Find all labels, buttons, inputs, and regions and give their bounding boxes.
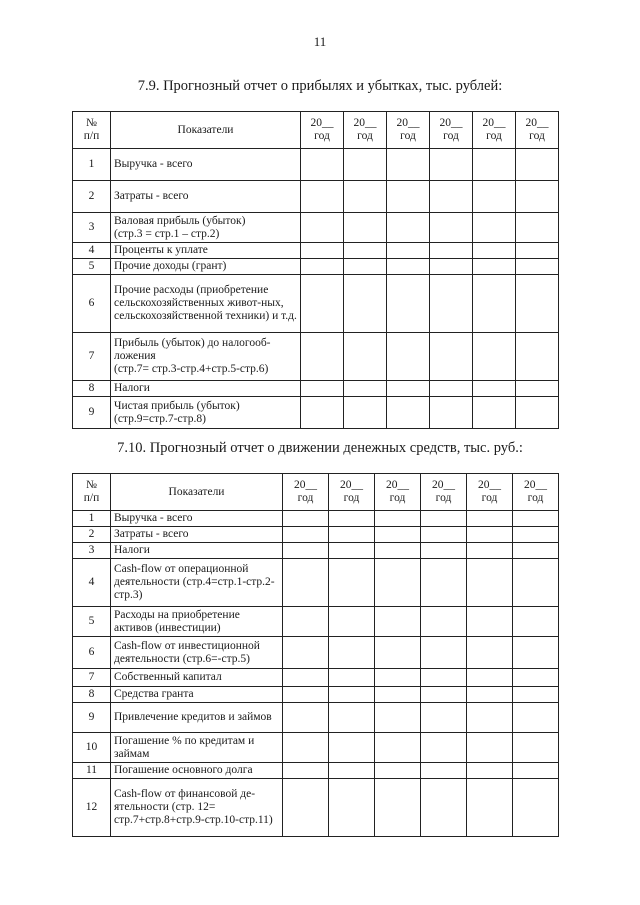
year-placeholder: 20__ (525, 117, 549, 129)
value-cell[interactable] (375, 637, 421, 669)
value-cell[interactable] (467, 687, 513, 703)
header-year-1 (301, 112, 344, 149)
row-indicator: Затраты - всего (111, 181, 301, 213)
value-cell[interactable] (283, 733, 329, 763)
table-row (73, 543, 559, 559)
table-header-row (73, 474, 559, 511)
header-year-2 (329, 474, 375, 511)
year-placeholder: 20__ (524, 479, 547, 491)
year-label: год (481, 492, 498, 504)
value-cell[interactable] (283, 687, 329, 703)
row-indicator: Собственный капитал (111, 669, 283, 687)
year-label: год (527, 492, 544, 504)
table-row (73, 213, 559, 243)
value-cell[interactable] (516, 243, 559, 259)
header-indicators: Показатели (111, 474, 283, 511)
value-cell[interactable] (430, 259, 473, 275)
row-indicator: Средства гранта (111, 687, 283, 703)
value-cell[interactable] (513, 511, 559, 527)
value-cell[interactable] (467, 559, 513, 607)
value-cell[interactable] (375, 607, 421, 637)
row-number: 1 (73, 511, 111, 527)
value-cell[interactable] (473, 149, 516, 181)
row-indicator: Привлечение кредитов и займов (111, 703, 283, 733)
header-indicators: Показатели (111, 112, 301, 149)
value-cell[interactable] (344, 381, 387, 397)
value-cell[interactable] (283, 607, 329, 637)
row-number: 1 (73, 149, 111, 181)
value-cell[interactable] (467, 637, 513, 669)
row-number: 3 (73, 543, 111, 559)
value-cell[interactable] (513, 637, 559, 669)
row-number: 10 (73, 733, 111, 763)
value-cell[interactable] (467, 733, 513, 763)
row-number: 4 (73, 243, 111, 259)
header-number: № п/п (73, 112, 111, 149)
value-cell[interactable] (344, 259, 387, 275)
table-row (73, 779, 559, 837)
value-cell[interactable] (329, 733, 375, 763)
value-cell[interactable] (467, 527, 513, 543)
value-cell[interactable] (329, 669, 375, 687)
table-row (73, 333, 559, 381)
year-label: год (529, 130, 545, 142)
value-cell[interactable] (329, 559, 375, 607)
value-cell[interactable] (375, 703, 421, 733)
year-label: год (443, 130, 459, 142)
row-indicator: Прочие доходы (грант) (111, 259, 301, 275)
table-row (73, 687, 559, 703)
year-placeholder: 20__ (482, 117, 506, 129)
row-number: 7 (73, 669, 111, 687)
row-number: 9 (73, 703, 111, 733)
row-indicator: Погашение основного долга (111, 763, 283, 779)
value-cell[interactable] (375, 527, 421, 543)
row-number: 9 (73, 397, 111, 429)
value-cell[interactable] (430, 381, 473, 397)
row-indicator: Проценты к уплате (111, 243, 301, 259)
value-cell[interactable] (430, 397, 473, 429)
row-number: 6 (73, 275, 111, 333)
year-label: год (343, 492, 360, 504)
value-cell[interactable] (301, 149, 344, 181)
value-cell[interactable] (516, 381, 559, 397)
value-cell[interactable] (467, 703, 513, 733)
row-indicator: Расходы на приобретение активов (инвестиции) (111, 607, 283, 637)
header-year-4 (430, 112, 473, 149)
table-row (73, 243, 559, 259)
value-cell[interactable] (430, 243, 473, 259)
value-cell[interactable] (516, 181, 559, 213)
header-year-1 (283, 474, 329, 511)
value-cell[interactable] (329, 763, 375, 779)
value-cell[interactable] (430, 213, 473, 243)
value-cell[interactable] (513, 559, 559, 607)
value-cell[interactable] (516, 333, 559, 381)
value-cell[interactable] (387, 181, 430, 213)
value-cell[interactable] (473, 333, 516, 381)
value-cell[interactable] (301, 333, 344, 381)
value-cell[interactable] (344, 181, 387, 213)
value-cell[interactable] (516, 397, 559, 429)
year-label: год (357, 130, 373, 142)
value-cell[interactable] (421, 703, 467, 733)
value-cell[interactable] (301, 397, 344, 429)
table-row (73, 733, 559, 763)
value-cell[interactable] (430, 333, 473, 381)
row-indicator: Cash-flow от операционной деятельности (стр.4=стр.1-стр.2-стр.3) (111, 559, 283, 607)
value-cell[interactable] (301, 243, 344, 259)
value-cell[interactable] (467, 543, 513, 559)
value-cell[interactable] (467, 669, 513, 687)
table-row (73, 763, 559, 779)
table-row (73, 637, 559, 669)
year-label: год (389, 492, 406, 504)
value-cell[interactable] (430, 275, 473, 333)
year-placeholder: 20__ (432, 479, 455, 491)
value-cell[interactable] (283, 559, 329, 607)
table-row (73, 703, 559, 733)
row-number: 6 (73, 637, 111, 669)
value-cell[interactable] (467, 607, 513, 637)
year-label: год (314, 130, 330, 142)
value-cell[interactable] (375, 669, 421, 687)
row-number: 5 (73, 259, 111, 275)
row-indicator: Выручка - всего (111, 511, 283, 527)
table-row (73, 559, 559, 607)
row-indicator: Валовая прибыль (убыток) (стр.3 = стр.1 – стр.2) (111, 213, 301, 243)
row-number: 8 (73, 687, 111, 703)
value-cell[interactable] (301, 213, 344, 243)
value-cell[interactable] (473, 213, 516, 243)
value-cell[interactable] (329, 779, 375, 837)
year-placeholder: 20__ (340, 479, 363, 491)
value-cell[interactable] (421, 543, 467, 559)
value-cell[interactable] (283, 527, 329, 543)
value-cell[interactable] (421, 669, 467, 687)
value-cell[interactable] (329, 543, 375, 559)
value-cell[interactable] (421, 637, 467, 669)
value-cell[interactable] (387, 149, 430, 181)
header-year-2 (344, 112, 387, 149)
profit-loss-table (72, 111, 559, 429)
value-cell[interactable] (344, 149, 387, 181)
row-indicator: Чистая прибыль (убыток) (стр.9=стр.7-стр.8) (111, 397, 301, 429)
value-cell[interactable] (329, 703, 375, 733)
header-year-6 (513, 474, 559, 511)
value-cell[interactable] (513, 687, 559, 703)
row-indicator: Налоги (111, 543, 283, 559)
header-number: № п/п (73, 474, 111, 511)
row-number: 11 (73, 763, 111, 779)
value-cell[interactable] (387, 333, 430, 381)
row-number: 12 (73, 779, 111, 837)
year-label: год (400, 130, 416, 142)
header-year-5 (467, 474, 513, 511)
value-cell[interactable] (375, 733, 421, 763)
table-row (73, 607, 559, 637)
value-cell[interactable] (513, 763, 559, 779)
value-cell[interactable] (283, 669, 329, 687)
value-cell[interactable] (513, 703, 559, 733)
value-cell[interactable] (301, 275, 344, 333)
value-cell[interactable] (421, 763, 467, 779)
value-cell[interactable] (473, 381, 516, 397)
row-indicator: Выручка - всего (111, 149, 301, 181)
value-cell[interactable] (516, 275, 559, 333)
value-cell[interactable] (329, 637, 375, 669)
table-row (73, 275, 559, 333)
header-year-6 (516, 112, 559, 149)
value-cell[interactable] (344, 243, 387, 259)
value-cell[interactable] (516, 213, 559, 243)
row-indicator: Погашение % по кредитам и займам (111, 733, 283, 763)
value-cell[interactable] (387, 213, 430, 243)
value-cell[interactable] (344, 275, 387, 333)
value-cell[interactable] (329, 527, 375, 543)
value-cell[interactable] (421, 779, 467, 837)
row-indicator: Cash-flow от финансовой де-ятельности (стр. 12= стр.7+стр.8+стр.9-стр.10-стр.11) (111, 779, 283, 837)
value-cell[interactable] (283, 703, 329, 733)
row-indicator: Затраты - всего (111, 527, 283, 543)
value-cell[interactable] (283, 779, 329, 837)
row-number: 2 (73, 527, 111, 543)
table-row (73, 181, 559, 213)
value-cell[interactable] (387, 259, 430, 275)
value-cell[interactable] (375, 511, 421, 527)
table-row (73, 259, 559, 275)
table1-title: 7.9. Прогнозный отчет о прибылях и убытках, тыс. рублей: (137, 78, 503, 94)
value-cell[interactable] (421, 687, 467, 703)
value-cell[interactable] (301, 259, 344, 275)
year-placeholder: 20__ (396, 117, 420, 129)
year-placeholder: 20__ (353, 117, 377, 129)
value-cell[interactable] (329, 607, 375, 637)
value-cell[interactable] (387, 381, 430, 397)
value-cell[interactable] (513, 733, 559, 763)
value-cell[interactable] (375, 687, 421, 703)
cash-flow-table (72, 473, 559, 837)
table-row (73, 381, 559, 397)
table-row (73, 397, 559, 429)
header-year-5 (473, 112, 516, 149)
row-number: 8 (73, 381, 111, 397)
value-cell[interactable] (421, 527, 467, 543)
header-year-3 (387, 112, 430, 149)
value-cell[interactable] (516, 259, 559, 275)
value-cell[interactable] (421, 607, 467, 637)
row-number: 5 (73, 607, 111, 637)
value-cell[interactable] (283, 637, 329, 669)
value-cell[interactable] (375, 763, 421, 779)
value-cell[interactable] (513, 527, 559, 543)
value-cell[interactable] (513, 543, 559, 559)
header-year-4 (421, 474, 467, 511)
table-header-row (73, 112, 559, 149)
year-placeholder: 20__ (294, 479, 317, 491)
value-cell[interactable] (473, 275, 516, 333)
value-cell[interactable] (473, 259, 516, 275)
value-cell[interactable] (513, 669, 559, 687)
value-cell[interactable] (387, 397, 430, 429)
table-row (73, 149, 559, 181)
value-cell[interactable] (473, 181, 516, 213)
year-label: год (486, 130, 502, 142)
value-cell[interactable] (473, 397, 516, 429)
year-placeholder: 20__ (439, 117, 463, 129)
value-cell[interactable] (344, 333, 387, 381)
value-cell[interactable] (329, 511, 375, 527)
value-cell[interactable] (283, 763, 329, 779)
value-cell[interactable] (375, 543, 421, 559)
header-year-3 (375, 474, 421, 511)
row-indicator: Прочие расходы (приобретение сельскохозяйственных живот-ных, сельскохозяйственной техники) и т.д. (111, 275, 301, 333)
value-cell[interactable] (421, 559, 467, 607)
value-cell[interactable] (473, 243, 516, 259)
row-number: 2 (73, 181, 111, 213)
value-cell[interactable] (467, 779, 513, 837)
value-cell[interactable] (467, 511, 513, 527)
value-cell[interactable] (513, 607, 559, 637)
value-cell[interactable] (375, 559, 421, 607)
table-row (73, 511, 559, 527)
value-cell[interactable] (516, 149, 559, 181)
value-cell[interactable] (329, 687, 375, 703)
value-cell[interactable] (387, 275, 430, 333)
year-placeholder: 20__ (386, 479, 409, 491)
row-indicator: Налоги (111, 381, 301, 397)
row-indicator: Cash-flow от инвестиционной деятельности (стр.6=-стр.5) (111, 637, 283, 669)
value-cell[interactable] (430, 149, 473, 181)
value-cell[interactable] (430, 181, 473, 213)
value-cell[interactable] (283, 511, 329, 527)
value-cell[interactable] (467, 763, 513, 779)
value-cell[interactable] (421, 511, 467, 527)
value-cell[interactable] (301, 181, 344, 213)
row-indicator: Прибыль (убыток) до налогооб-ложения (стр.7= стр.3-стр.4+стр.5-стр.6) (111, 333, 301, 381)
value-cell[interactable] (513, 779, 559, 837)
value-cell[interactable] (301, 381, 344, 397)
row-number: 4 (73, 559, 111, 607)
row-number: 3 (73, 213, 111, 243)
year-placeholder: 20__ (478, 479, 501, 491)
value-cell[interactable] (375, 779, 421, 837)
table-row (73, 527, 559, 543)
year-label: год (297, 492, 314, 504)
page-number: 11 (313, 34, 327, 49)
value-cell[interactable] (344, 213, 387, 243)
value-cell[interactable] (387, 243, 430, 259)
value-cell[interactable] (344, 397, 387, 429)
year-placeholder: 20__ (310, 117, 334, 129)
row-number: 7 (73, 333, 111, 381)
table2-title: 7.10. Прогнозный отчет о движении денежных средств, тыс. руб.: (117, 440, 523, 456)
value-cell[interactable] (283, 543, 329, 559)
value-cell[interactable] (421, 733, 467, 763)
year-label: год (435, 492, 452, 504)
table-row (73, 669, 559, 687)
